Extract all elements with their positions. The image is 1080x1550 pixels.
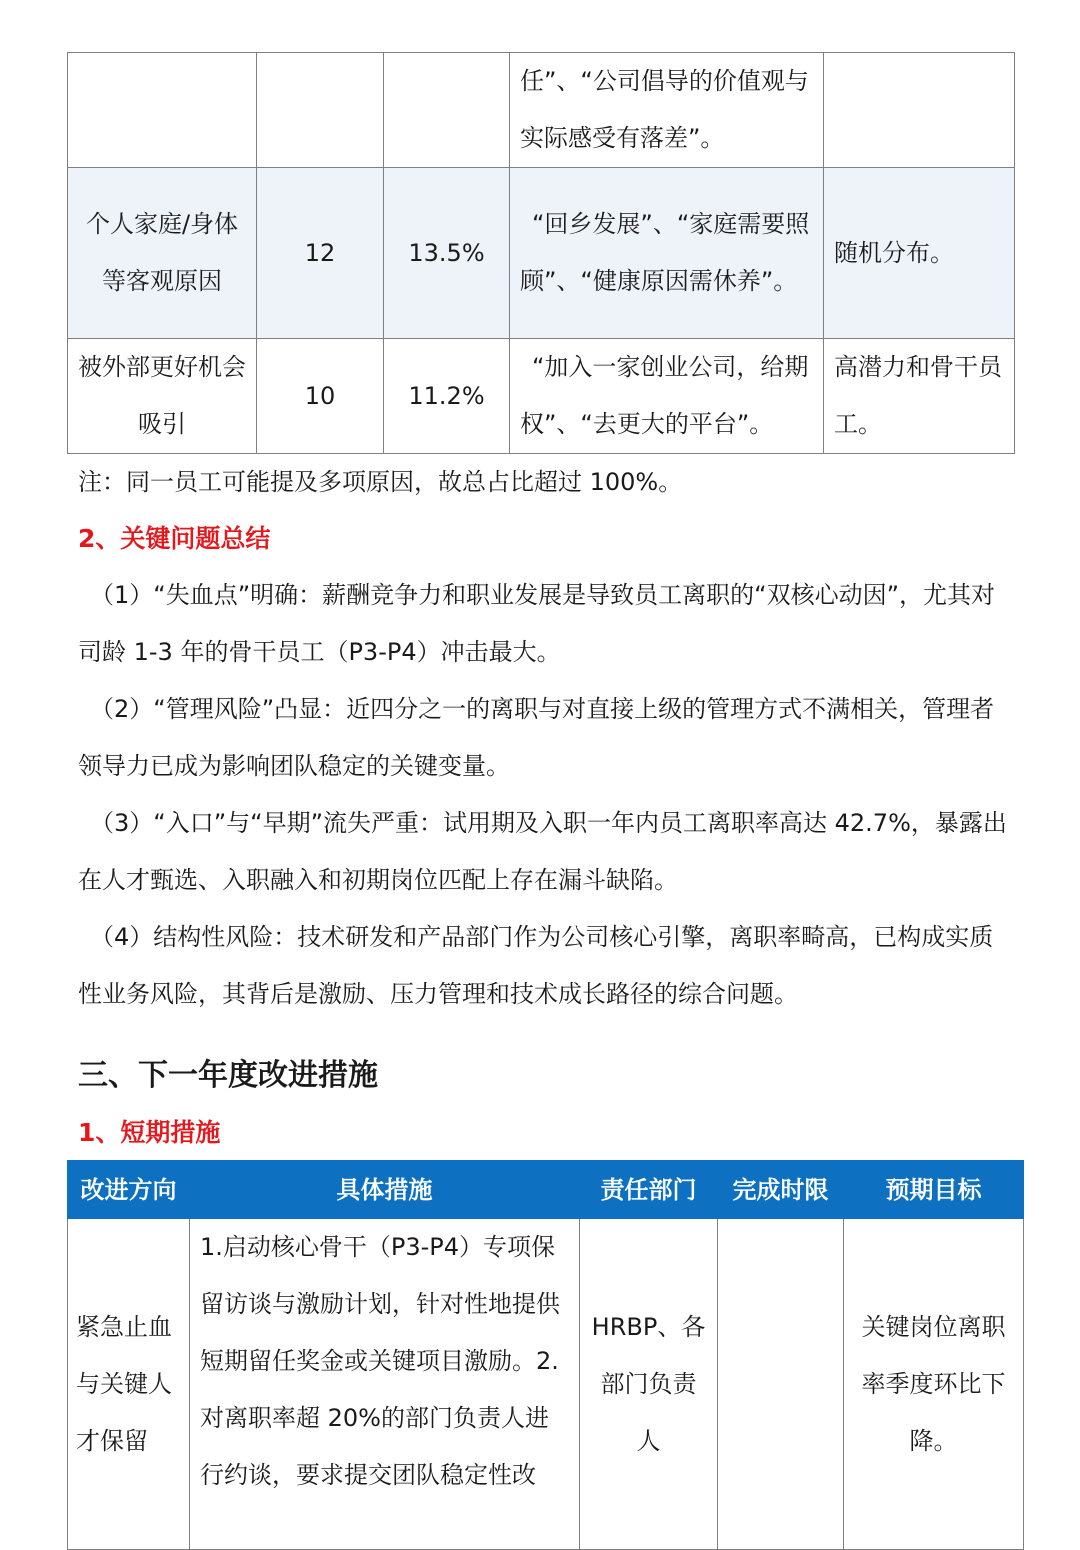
header-deadline: 完成时限 bbox=[718, 1161, 844, 1219]
pct-cell: 11.2% bbox=[384, 339, 510, 454]
table-note: 注：同一员工可能提及多项原因，故总占比超过 100%。 bbox=[78, 468, 683, 496]
header-measures: 具体措施 bbox=[190, 1161, 580, 1219]
summary-paragraph-1: （1）“失血点”明确：薪酬竞争力和职业发展是导致员工离职的“双核心动因”，尤其对司龄 1-3 年的骨干员工（P3-P4）冲击最大。 bbox=[78, 581, 996, 666]
group-cell: 随机分布。 bbox=[824, 168, 1015, 339]
group-cell bbox=[824, 53, 1015, 168]
count-cell bbox=[257, 53, 384, 168]
count-cell: 10 bbox=[257, 339, 384, 454]
pct-cell bbox=[384, 53, 510, 168]
header-dept: 责任部门 bbox=[580, 1161, 718, 1219]
table-row bbox=[68, 339, 1015, 454]
reason-table bbox=[67, 52, 1015, 454]
reason-cell: 被外部更好机会吸引 bbox=[68, 339, 257, 454]
table-row bbox=[68, 53, 1015, 168]
table-row bbox=[68, 1219, 1024, 1550]
quote-cell: 任”、“公司倡导的价值观与实际感受有落差”。 bbox=[510, 53, 824, 168]
summary-paragraph-4: （4）结构性风险：技术研发和产品部门作为公司核心引擎，离职率畸高，已构成实质性业务风险，其背后是激励、压力管理和技术成长路径的综合问题。 bbox=[78, 923, 994, 1008]
table-row bbox=[68, 168, 1015, 339]
reason-cell bbox=[68, 53, 257, 168]
dept-cell: HRBP、各部门负责人 bbox=[580, 1219, 718, 1550]
pct-cell: 13.5% bbox=[384, 168, 510, 339]
summary-paragraph-3: （3）“入口”与“早期”流失严重：试用期及入职一年内员工离职率高达 42.7%，暴露出在人才甄选、入职融入和初期岗位匹配上存在漏斗缺陷。 bbox=[78, 809, 1007, 894]
count-cell: 12 bbox=[257, 168, 384, 339]
measures-table bbox=[67, 1160, 1024, 1550]
section-3-subtitle: 1、短期措施 bbox=[78, 1118, 221, 1147]
summary-paragraph-2: （2）“管理风险”凸显：近四分之一的离职与对直接上级的管理方式不满相关，管理者领导力已成为影响团队稳定的关键变量。 bbox=[78, 695, 995, 780]
group-cell: 高潜力和骨干员工。 bbox=[824, 339, 1015, 454]
direction-cell: 紧急止血与关键人才保留 bbox=[68, 1219, 190, 1550]
header-direction: 改进方向 bbox=[68, 1161, 190, 1219]
header-row bbox=[68, 1161, 1024, 1219]
section-2-title: 2、关键问题总结 bbox=[78, 524, 271, 553]
quote-cell: “加入一家创业公司，给期权”、“去更大的平台”。 bbox=[510, 339, 824, 454]
target-cell: 关键岗位离职率季度环比下降。 bbox=[844, 1219, 1024, 1550]
deadline-cell bbox=[718, 1219, 844, 1550]
header-target: 预期目标 bbox=[844, 1161, 1024, 1219]
quote-cell: “回乡发展”、“家庭需要照顾”、“健康原因需休养”。 bbox=[510, 168, 824, 339]
section-3-title: 三、下一年度改进措施 bbox=[78, 1058, 378, 1093]
measures-cell: 1.启动核心骨干（P3-P4）专项保留访谈与激励计划，针对性地提供短期留任奖金或关键项目激励。2.对离职率超 20%的部门负责人进行约谈，要求提交团队稳定性改 bbox=[190, 1219, 580, 1550]
reason-cell: 个人家庭/身体等客观原因 bbox=[68, 168, 257, 339]
